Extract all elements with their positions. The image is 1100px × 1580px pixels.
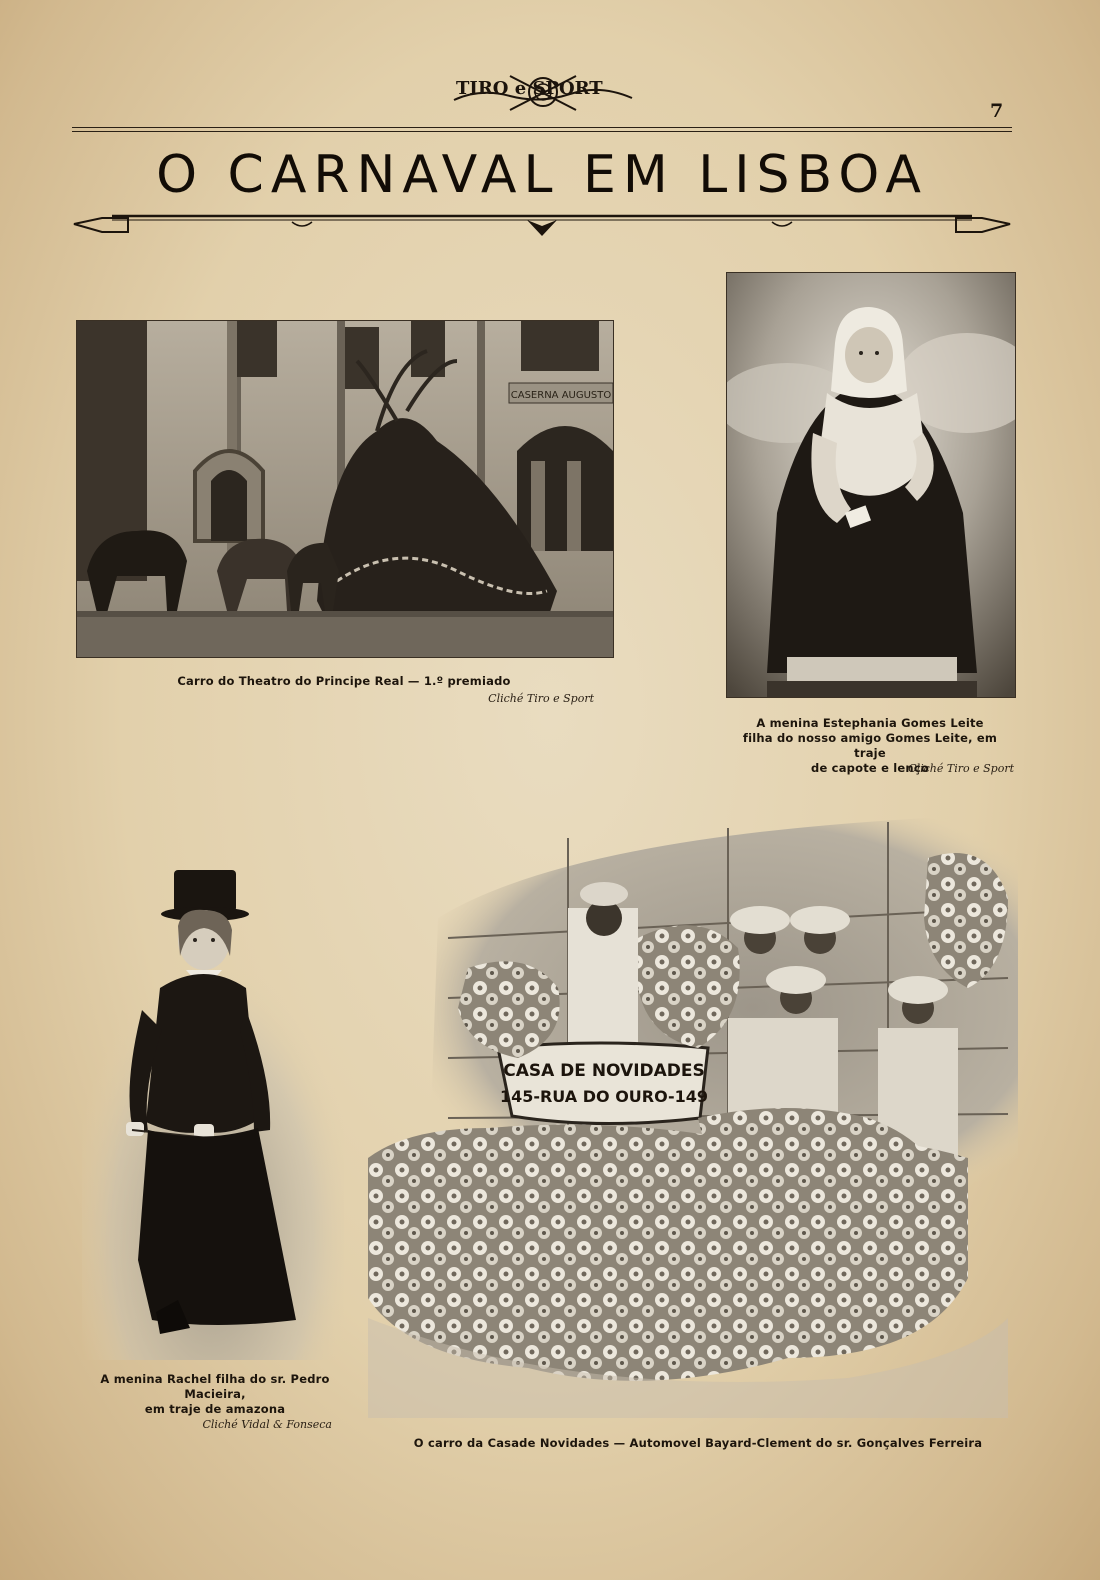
- caption-theatro: Carro do Theatro do Principe Real — 1.º premiado: [177, 674, 511, 688]
- page-number: 7: [990, 100, 1004, 122]
- credit-estephania: Cliché Tiro e Sport: [908, 762, 1014, 775]
- masthead-text-left: TIRO e SPORT: [456, 78, 603, 99]
- caption-estephania-line-1: A menina Estephania Gomes Leite: [756, 716, 984, 730]
- credit-rachel: Cliché Vidal & Fonseca: [202, 1418, 332, 1431]
- credit-theatro: Cliché Tiro e Sport: [488, 692, 594, 705]
- banner-line-1: CASA DE NOVIDADES: [503, 1061, 705, 1081]
- banner-line-2: 145-RUA DO OURO-149: [499, 1087, 709, 1106]
- caption-rachel-line-2: em traje de amazona: [144, 1402, 286, 1416]
- caption-rachel-line-1: A menina Rachel filha do sr. Pedro Macieira,: [100, 1372, 330, 1401]
- header-rule-double: [72, 131, 1012, 132]
- masthead-logo: [450, 70, 636, 118]
- caption-flower-car: O carro da Casade Novidades — Automovel Bayard-Clement do sr. Gonçalves Ferreira: [413, 1436, 983, 1450]
- caption-rachel: [70, 1372, 360, 1417]
- caption-estephania-line-3: de capote e lenço: [811, 761, 929, 775]
- header-rule: [72, 127, 1012, 128]
- page-headline: O CARNAVAL EM LISBOA: [156, 145, 928, 205]
- caption-estephania-line-2: filha do nosso amigo Gomes Leite, em traje: [742, 731, 998, 760]
- headline-ornament-rule: [72, 208, 1012, 244]
- photo-flower-car: [368, 798, 1028, 1418]
- photo-estephania-portrait: [726, 272, 1016, 698]
- building-sign-text: CASERNA AUGUSTO: [510, 390, 612, 401]
- photo-theatro-float: [76, 320, 614, 658]
- photo-rachel-portrait: [82, 860, 344, 1360]
